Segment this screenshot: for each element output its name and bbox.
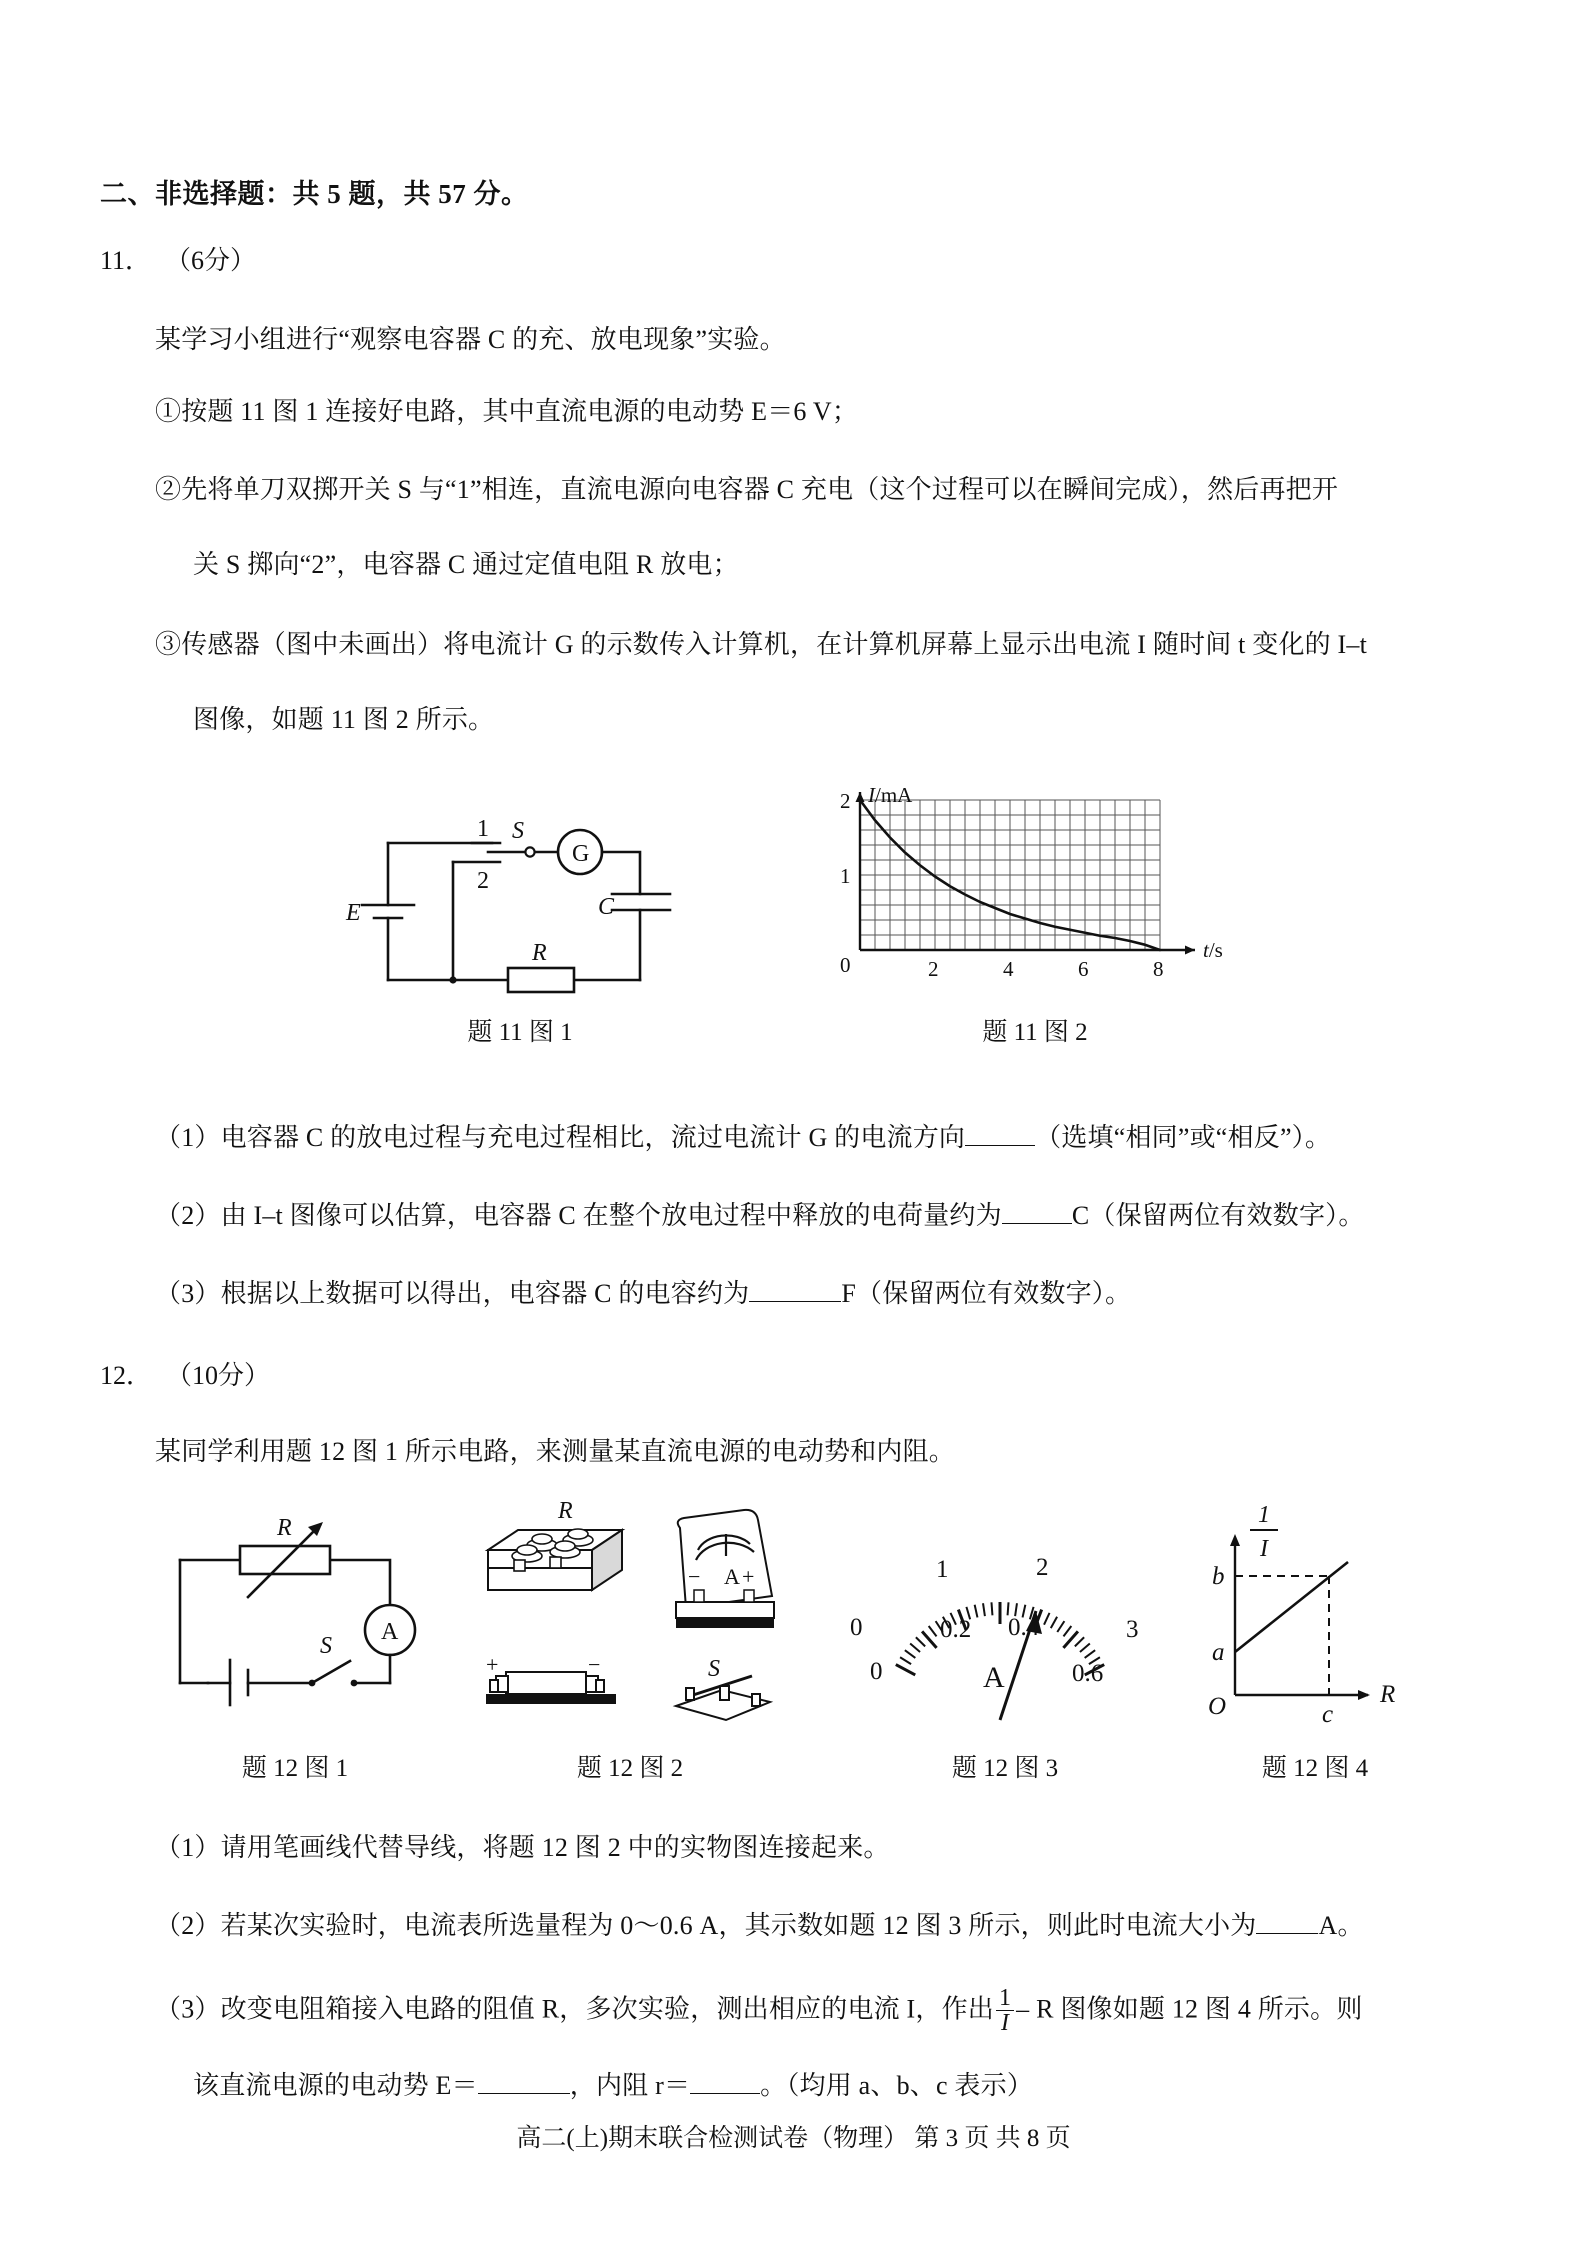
label-capacitor-C: C [598,894,615,920]
q12-num-label: 12． [100,1361,153,1390]
q11-sub-3-text: （3）根据以上数据可以得出，电容器 C 的电容约为 [155,1279,750,1308]
caption-q12-fig1: 题 12 图 1 [241,1755,349,1782]
switch-device-icon [676,1676,770,1720]
tick-y-1: 1 [840,864,851,888]
label-switch-S: S [512,818,524,844]
q11-points-label: （6分） [165,246,257,275]
q11-step-3: ③传感器（图中未画出）将电流计 G 的示数传入计算机，在计算机屏幕上显示出电流 I 随时间 t 变化的 I–t [155,630,1368,659]
q11-answer-blank-2[interactable] [1002,1223,1072,1224]
q11-step-2: ②先将单刀双掷开关 S 与“1”相连，直流电源向电容器 C 充电（这个过程可以在瞬间完成），然后再把开 [155,475,1339,504]
question-12-number [100,1355,270,1392]
q11-sub-1-tail: （选填“相同”或“相反”）。 [1035,1123,1332,1152]
caption-q11-fig1: 题 11 图 1 [467,1019,573,1046]
q12-sub-2-text: （2）若某次实验时，电流表所选量程为 0～0.6 A，其示数如题 12 图 3 所示，则此时电流大小为 [155,1911,1257,1940]
label-axis-R: R [1380,1681,1396,1708]
q12-stem: 某同学利用题 12 图 1 所示电路，来测量某直流电源的电动势和内阻。 [155,1437,956,1466]
q12-sub-1: （1）请用笔画线代替导线，将题 12 图 2 中的实物图连接起来。 [155,1833,890,1862]
q11-sub-3-tail: F（保留两位有效数字）。 [841,1279,1132,1308]
caption-q12-fig4: 题 12 图 4 [1261,1755,1369,1782]
q11-num-label: 11． [100,246,152,275]
caption-q12-fig2: 题 12 图 2 [576,1755,684,1782]
tick-x-2: 2 [928,957,939,981]
label-apparatus-minus: − [688,1564,701,1589]
inv-i-r-graph-svg [1190,1490,1440,1740]
label-battery-plus: + [486,1652,499,1677]
label-galvanometer-G: G [572,841,590,867]
label-q12-switch-S: S [320,1633,332,1659]
fraction-numerator: 1 [999,1985,1012,2011]
axis-label-y: I/mA [868,783,913,807]
q11-stem: 某学习小组进行“观察电容器 C 的充、放电现象”实验。 [155,325,786,354]
dial-outer-2: 2 [1036,1554,1049,1581]
q11-sub-2 [155,1196,1365,1236]
q11-step-3-cont: 图像，如题 11 图 2 所示。 [193,705,495,734]
label-apparatus-R: R [558,1498,573,1524]
label-origin-O: O [1208,1693,1227,1720]
question-11-number [100,240,256,277]
q11-sub-2-text: （2）由 I–t 图像可以估算，电容器 C 在整个放电过程中释放的电荷量约为 [155,1201,1002,1230]
label-apparatus-ammeter-A: A [724,1564,740,1589]
section-heading: 二、非选择题：共 5 题，共 57 分。 [100,179,529,209]
q11-sub-1-text: （1）电容器 C 的放电过程与充电过程相比，流过电流计 G 的电流方向 [155,1123,966,1152]
q12-sub-3-note: 。（均用 a、b、c 表示） [760,2071,1034,2100]
q12-answer-blank-current[interactable] [1256,1933,1318,1934]
q12-sub-3 [155,1986,1363,2036]
label-battery-E: E [346,900,361,926]
label-c: c [1322,1701,1334,1728]
label-apparatus-S: S [708,1656,720,1682]
label-a: a [1212,1639,1225,1666]
fraction-one-over-I [996,1986,1014,2036]
label-battery-minus: − [588,1652,601,1677]
tick-x-4: 4 [1003,957,1014,981]
q12-sub-3-text: （3）改变电阻箱接入电路的阻值 R，多次实验，测出相应的电流 I，作出 [155,1994,995,2024]
page-footer: 高二(上)期末联合检测试卷（物理） 第 3 页 共 8 页 [516,2125,1071,2152]
q11-answer-blank-1[interactable] [965,1145,1035,1146]
fraction-denominator: I [996,2010,1014,2035]
q12-points-label: （10分） [166,1361,271,1390]
q11-sub-3 [155,1274,1131,1314]
label-apparatus-plus: + [742,1564,755,1589]
q11-step-1: ①按题 11 图 1 连接好电路，其中直流电源的电动势 E＝6 V； [155,397,859,426]
label-contact-2: 2 [477,868,489,894]
q12-answer-blank-internal-r[interactable] [690,2093,760,2094]
it-graph-svg [820,780,1250,1010]
caption-q12-fig3: 题 12 图 3 [951,1755,1059,1782]
q12-r-label: ，内阻 r＝ [569,2071,691,2100]
tick-x-6: 6 [1078,957,1089,981]
q11-sub-2-tail: C（保留两位有效数字）。 [1071,1201,1365,1230]
q12-sub-3-cont [193,2066,1033,2106]
caption-q11-fig2: 题 11 图 2 [982,1019,1088,1046]
dial-outer-3: 3 [1126,1616,1139,1643]
q12-sub-2 [155,1906,1364,1946]
dial-inner-02: 0.2 [940,1616,972,1643]
dial-inner-0: 0 [870,1658,883,1685]
q12-answer-blank-emf[interactable] [478,2093,570,2094]
q12-sub-3-tail: – R 图像如题 12 图 4 所示。则 [1016,1994,1363,2024]
label-b: b [1212,1563,1225,1590]
tick-x-8: 8 [1153,957,1164,981]
label-q12-ammeter-A: A [381,1619,399,1645]
q12-sub-2-tail: A。 [1318,1911,1364,1940]
tick-origin-0: 0 [840,953,851,977]
figure-q12-4-chart [1190,1490,1440,1740]
label-axis-I: I [1260,1536,1268,1562]
q11-step-2-cont: 关 S 掷向“2”，电容器 C 通过定值电阻 R 放电； [193,550,739,579]
tick-y-2: 2 [840,789,851,813]
label-axis-one: 1 [1258,1502,1270,1528]
dial-outer-0: 0 [850,1614,863,1641]
label-q12-rheostat-R: R [277,1515,292,1541]
label-contact-1: 1 [477,816,489,842]
q11-sub-1 [155,1118,1331,1158]
dial-inner-04: 0.4 [1008,1614,1040,1641]
figure-q12-3-meter [840,1515,1170,1745]
q12-emf-label: 该直流电源的电动势 E＝ [193,2071,478,2100]
figure-q12-2-apparatus [470,1490,790,1740]
q11-answer-blank-3[interactable] [749,1301,841,1302]
figure-q11-1-circuit [340,800,700,1000]
figure-q12-1-circuit [160,1505,430,1740]
dial-inner-06: 0.6 [1072,1660,1104,1687]
dial-center-A: A [983,1661,1005,1694]
label-resistor-R: R [532,940,547,966]
ammeter-dial-svg [840,1515,1170,1745]
dial-outer-1: 1 [936,1556,949,1583]
figure-q11-2-chart [820,780,1250,1010]
axis-label-x: t/s [1203,938,1223,962]
